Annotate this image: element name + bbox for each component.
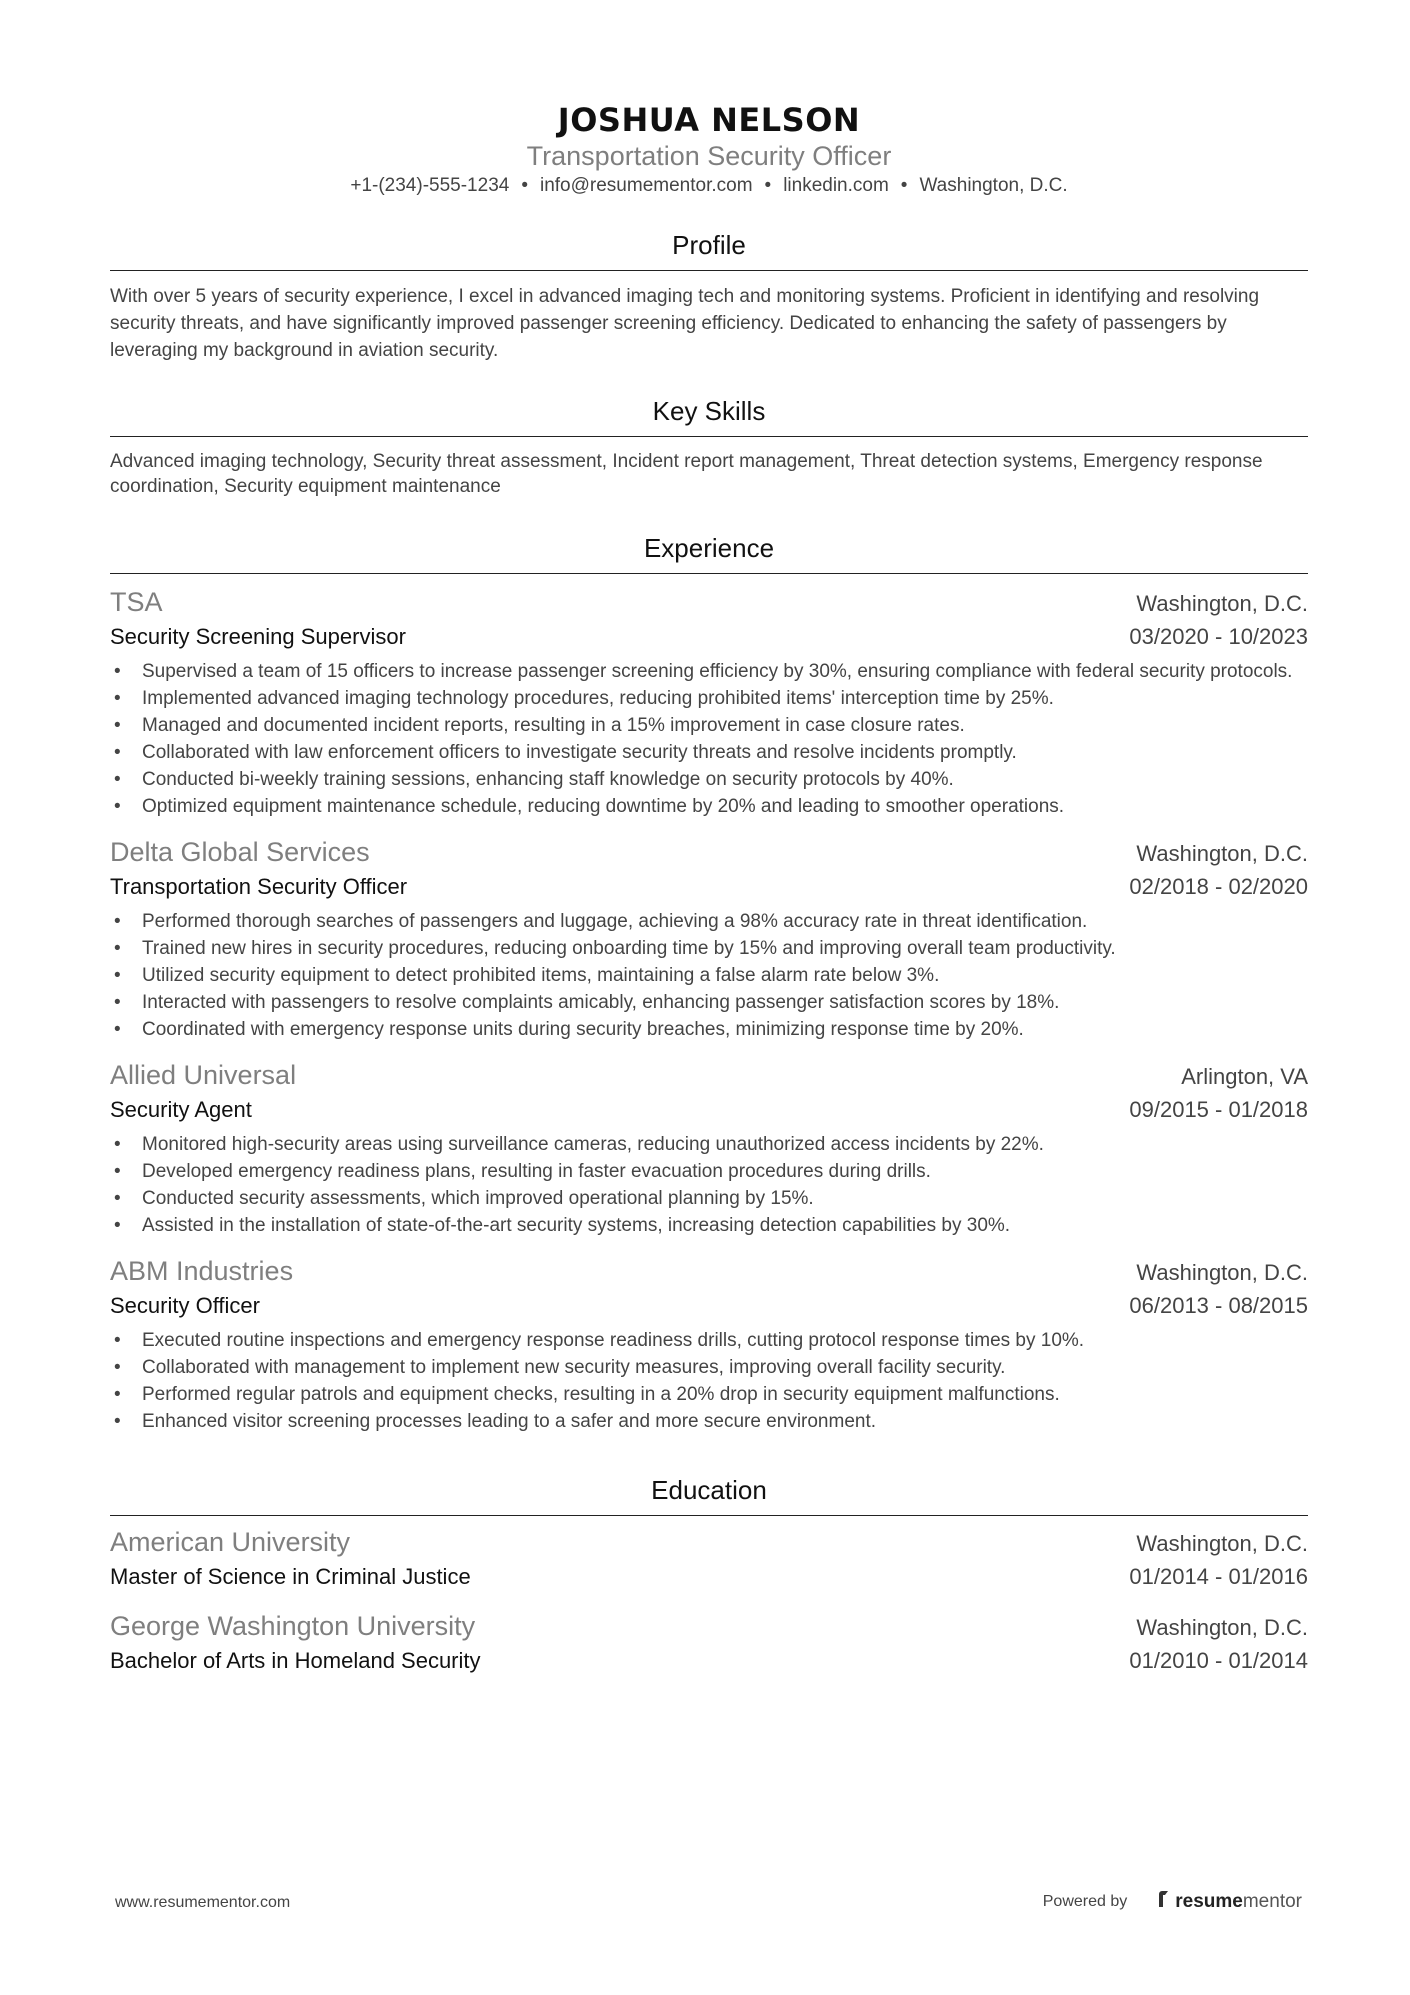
edu-degree-row — [110, 1644, 1308, 1678]
job-bullets — [110, 908, 1308, 1043]
edu-dates: 01/2014 - 01/2016 — [1129, 1564, 1308, 1589]
education-list — [110, 1524, 1308, 1678]
job-bullet: • Performed regular patrols and equipment checks, resulting in a 20% drop in security equipment malfunctions. — [110, 1381, 1308, 1408]
job-header-row — [110, 584, 1308, 620]
resume-page — [110, 100, 1308, 1678]
edu-degree: Master of Science in Criminal Justice — [110, 1564, 471, 1589]
job-bullet: • Executed routine inspections and emergency response readiness drills, cutting protocol response times by 10%. — [110, 1327, 1308, 1354]
job-bullet: • Performed thorough searches of passengers and luggage, achieving a 98% accuracy rate in threat identification. — [110, 908, 1308, 935]
job-role-row — [110, 1093, 1308, 1127]
job-header-row — [110, 834, 1308, 870]
job-bullet: • Supervised a team of 15 officers to increase passenger screening efficiency by 30%, ensuring compliance with federal security protocols. — [110, 658, 1308, 685]
resumementor-logo-icon — [1157, 1890, 1171, 1914]
job-bullet: • Enhanced visitor screening processes leading to a safer and more secure environment. — [110, 1408, 1308, 1435]
skills-text: Advanced imaging technology, Security threat assessment, Incident report management, Threat detection systems, Emergency response coordination, Security equipment maintenance — [110, 451, 1263, 497]
experience-list — [110, 584, 1308, 1435]
brand-logo[interactable] — [1157, 1890, 1302, 1914]
job-dates: 02/2018 - 02/2020 — [1129, 874, 1308, 899]
job-bullet: • Collaborated with law enforcement officers to investigate security threats and resolve incidents promptly. — [110, 739, 1308, 766]
separator-dot: • — [521, 175, 528, 196]
contact-phone: +1-(234)-555-1234 — [350, 175, 510, 196]
job-dates: 06/2013 - 08/2015 — [1129, 1293, 1308, 1318]
job-location: Washington, D.C. — [1136, 1260, 1308, 1285]
job-company: Delta Global Services — [110, 837, 370, 867]
job-entry — [110, 1057, 1308, 1239]
candidate-name: JOSHUA NELSON — [557, 101, 861, 139]
job-header-row — [110, 1057, 1308, 1093]
job-bullets — [110, 1131, 1308, 1239]
powered-by-label: Powered by — [1042, 1893, 1128, 1910]
profile-text: With over 5 years of security experience, I excel in advanced imaging tech and monitoring systems. Proficient in identifying and resolving security threats, and have significantly improved passenger screening efficiency. Dedicated to enhancing the safety of passengers by leveraging my background in aviation security. — [110, 286, 1260, 361]
job-bullet: • Coordinated with emergency response units during security breaches, minimizing response time by 20%. — [110, 1016, 1308, 1043]
edu-degree-row — [110, 1560, 1308, 1594]
brand-name-light: mentor — [1242, 1891, 1302, 1912]
job-location: Washington, D.C. — [1136, 841, 1308, 866]
experience-section — [110, 531, 1308, 1435]
edu-header-row — [110, 1524, 1308, 1560]
job-bullet: • Conducted security assessments, which improved operational planning by 15%. — [110, 1185, 1308, 1212]
edu-degree: Bachelor of Arts in Homeland Security — [110, 1648, 481, 1673]
edu-location: Washington, D.C. — [1136, 1531, 1308, 1556]
job-bullet: • Implemented advanced imaging technology procedures, reducing prohibited items' interception time by 25%. — [110, 685, 1308, 712]
footer-branding — [1043, 1890, 1302, 1914]
job-location: Arlington, VA — [1181, 1064, 1308, 1089]
job-bullets — [110, 1327, 1308, 1435]
job-header-row — [110, 1253, 1308, 1289]
edu-school: George Washington University — [110, 1611, 476, 1641]
education-entry — [110, 1608, 1308, 1678]
job-bullet: • Utilized security equipment to detect prohibited items, maintaining a false alarm rate below 3%. — [110, 962, 1308, 989]
education-entry — [110, 1524, 1308, 1594]
job-entry — [110, 584, 1308, 820]
job-bullet: • Trained new hires in security procedures, reducing onboarding time by 15% and improving overall team productivity. — [110, 935, 1308, 962]
edu-header-row — [110, 1608, 1308, 1644]
job-bullet: • Monitored high-security areas using surveillance cameras, reducing unauthorized access incidents by 22%. — [110, 1131, 1308, 1158]
job-dates: 09/2015 - 01/2018 — [1129, 1097, 1308, 1122]
separator-dot: • — [900, 175, 908, 196]
job-bullet: • Managed and documented incident reports, resulting in a 15% improvement in case closure rates. — [110, 712, 1308, 739]
edu-dates: 01/2010 - 01/2014 — [1129, 1648, 1308, 1673]
job-bullet: • Interacted with passengers to resolve complaints amicably, enhancing passenger satisfaction scores by 18%. — [110, 989, 1308, 1016]
job-role: Security Officer — [110, 1293, 260, 1318]
job-bullet: • Optimized equipment maintenance schedule, reducing downtime by 20% and leading to smoother operations. — [110, 793, 1308, 820]
job-role-row — [110, 1289, 1308, 1323]
contact-email[interactable]: info@resumementor.com — [539, 175, 753, 196]
job-role-row — [110, 870, 1308, 904]
job-role: Security Agent — [110, 1097, 252, 1122]
job-bullet: • Assisted in the installation of state-of-the-art security systems, increasing detection capabilities by 30%. — [110, 1212, 1308, 1239]
job-bullet: • Conducted bi-weekly training sessions, enhancing staff knowledge on security protocols by 40%. — [110, 766, 1308, 793]
edu-school: American University — [110, 1527, 351, 1557]
footer-website[interactable]: www.resumementor.com — [115, 1894, 291, 1911]
job-role: Security Screening Supervisor — [110, 624, 406, 649]
contact-linkedin[interactable]: linkedin.com — [783, 175, 889, 196]
skills-section — [110, 394, 1308, 499]
job-location: Washington, D.C. — [1136, 591, 1308, 616]
job-bullets — [110, 658, 1308, 820]
job-entry — [110, 834, 1308, 1043]
contact-line — [110, 172, 1308, 200]
edu-location: Washington, D.C. — [1136, 1615, 1308, 1640]
job-role: Transportation Security Officer — [110, 874, 408, 899]
job-bullet: • Collaborated with management to implement new security measures, improving overall facility security. — [110, 1354, 1308, 1381]
education-section — [110, 1473, 1308, 1678]
profile-heading: Profile — [110, 228, 1308, 271]
experience-heading: Experience — [110, 531, 1308, 574]
job-entry — [110, 1253, 1308, 1435]
job-role-row — [110, 620, 1308, 654]
job-company: TSA — [110, 587, 163, 617]
separator-dot: • — [764, 175, 772, 196]
education-heading: Education — [110, 1473, 1308, 1516]
job-dates: 03/2020 - 10/2023 — [1129, 624, 1308, 649]
resume-header — [110, 100, 1308, 200]
job-bullet: • Developed emergency readiness plans, resulting in faster evacuation procedures during drills. — [110, 1158, 1308, 1185]
contact-location: Washington, D.C. — [919, 175, 1068, 196]
skills-heading: Key Skills — [110, 394, 1308, 437]
job-company: Allied Universal — [110, 1060, 297, 1090]
candidate-title: Transportation Security Officer — [526, 141, 892, 171]
profile-section — [110, 228, 1308, 364]
brand-name-bold: resume — [1175, 1891, 1243, 1912]
job-company: ABM Industries — [110, 1256, 294, 1286]
